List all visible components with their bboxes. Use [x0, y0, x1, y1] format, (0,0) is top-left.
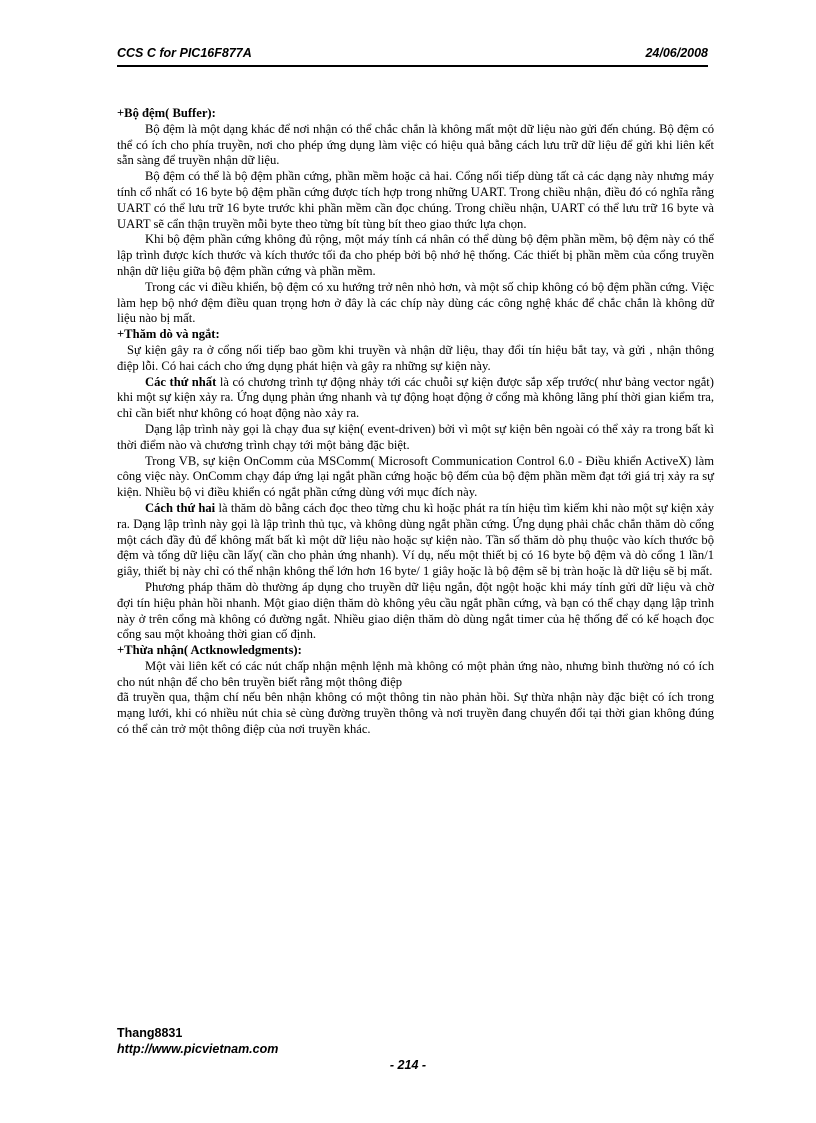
- paragraph: Bộ đệm có thể là bộ đệm phần cứng, phần mềm hoặc cả hai. Cổng nối tiếp dùng tất cả các dạng này nhưng máy tính cổ nhất có 16 byte bộ đệm phần cứng được tích hợp trong những UART. Trong chiều nhận, điều đó có nghĩa rằng UART có thể lưu trữ 16 byte trước khi phần mềm cần đọc chúng. Trong chiều nhận, UART có thể lưu trữ 16 byte và UART sẽ cẩn thận truyền mỗi byte theo từng bít tùng bít theo giao thức lựa chọn.: [117, 169, 714, 231]
- paragraph: Khi bộ đệm phần cứng không đủ rộng, một máy tính cá nhân có thể dùng bộ đệm phần mềm, bộ đệm này có thể lập trình được kích thước và kích thước tối đa cho phép bởi bộ nhớ hệ thống. Các thiết bị phần mềm của cổng truyền nhận dữ liệu giữa bộ đệm phần cứng và phần mềm.: [117, 232, 714, 278]
- paragraph: đã truyền qua, thậm chí nếu bên nhận không có một thông tin nào phản hồi. Sự thừa nhận này đặc biệt có ích trong mạng lưới, khi có nhiều nút chia sẻ cùng đường truyền thông và nơi truyền đang chuyển đổi tại thời gian không đúng có thể cản trở một thông điệp của nơi truyền khác.: [117, 690, 714, 737]
- document-body: [117, 106, 714, 738]
- paragraph: Bộ đệm là một dạng khác để nơi nhận có thể chắc chắn là không mất một dữ liệu nào gửi đến chúng. Bộ đệm có thể có ích cho phía truyền, nơi cho phép ứng dụng làm việc có hiệu quả bằng cách lưu trữ dữ liệu để gửi khi liên kết sẵn sàng để truyền nhận dữ liệu.: [117, 121, 714, 168]
- paragraph: Dạng lập trình này gọi là chạy đua sự kiện( event-driven) bởi vì một sự kiện bên ngoài có thể xảy ra trong bất kì thời điểm nào và chương trình chạy tới một bảng đặc biệt.: [117, 421, 714, 452]
- header-date: 24/06/2008: [645, 46, 708, 60]
- paragraph: Phương pháp thăm dò thường áp dụng cho truyền dữ liệu ngắn, đột ngột hoặc khi máy tính gửi dữ liệu và chờ đợi tín hiệu phản hồi nhanh. Một giao diện thăm dò không yêu cầu ngắt phần cứng, và bạn có thể chạy dạng lập trình này ở trên cổng mà không có đường ngắt. Nhiều giao diện thăm dò dùng ngắt timer của hệ thống để có kế hoạch đọc cổng sau một khoảng thời gian cố định.: [117, 579, 714, 642]
- paragraph: Một vài liên kết có các nút chấp nhận mệnh lệnh mà không có một phản ứng nào, nhưng bình thường nó có ích cho nút nhận để cho bên truyền biết rằng một thông điệp: [117, 658, 714, 689]
- header-divider: [117, 65, 708, 67]
- page-footer: [117, 1026, 708, 1056]
- paragraph-text: là thăm dò bằng cách đọc theo từng chu kì hoặc phát ra tín hiệu tìm kiếm khi nào một sự kiện xảy ra. Dạng lập trình này gọi là lập trình thủ tục, và không dùng ngắt phần cứng. Ứng dụng phải chắc chắn thăm dò cổng một cách đầy đủ để không mất bất kì một dữ liệu nào hoặc sự kiện nào. Tần số thăm dò phụ thuộc vào kích thước bộ đệm và tổng dữ liệu cần lấy( cần cho phản ứng nhanh). Ví dụ, nếu một thiết bị có 16 byte bộ đệm và dò cổng 1 lần/1 giây, thiết bị này chỉ có thể nhận không thể lớn hơn 16 byte/ 1 giây hoặc là bộ đệm sẽ bị tràn hoặc là dữ liệu sẽ bị mất.: [117, 500, 714, 579]
- header-title: CCS C for PIC16F877A: [117, 46, 252, 60]
- website-link[interactable]: http://www.picvietnam.com: [117, 1042, 279, 1056]
- section-heading-buffer: +Bộ đệm( Buffer):: [117, 106, 216, 120]
- author-name: Thang8831: [117, 1026, 183, 1040]
- paragraph: Trong các vi điều khiển, bộ đệm có xu hướng trở nên nhỏ hơn, và một số chip không có bộ đệm phần cứng. Việc làm hẹp bộ nhớ đệm điều quan trọng hơn ở đây là các chíp này dùng các công nghệ khác để chắc chắn là không dữ liệu nào bị mất.: [117, 279, 714, 326]
- bold-lead: Các thứ nhất: [145, 374, 217, 389]
- bold-lead: Cách thứ hai: [145, 500, 216, 515]
- paragraph-text: là có chương trình tự động nhảy tới các chuỗi sự kiện được sắp xếp trước( như bảng vector ngắt) khi một sự kiện xảy ra. Ứng dụng phản ứng nhanh và tự động hoạt động ở cổng mà không lãng phí thời gian kiểm tra, chỉ cần biết như không có hoạt động nào xảy ra.: [117, 374, 714, 421]
- section-heading-ack: +Thừa nhận( Actknowledgments):: [117, 643, 302, 658]
- paragraph: [117, 375, 714, 422]
- paragraph: Trong VB, sự kiện OnComm của MSComm( Microsoft Communication Control 6.0 - Điều khiển ActiveX) làm công việc này. OnComm chạy đáp ứng lại ngắt phần cứng hoặc bộ đếm của bộ đệm phần mềm đạt tới giá trị xảy ra sự kiện. Nhiều bộ vi điều khiển có ngắt phần cứng dùng với mục đích này.: [117, 453, 714, 500]
- page-number: - 214 -: [389, 1058, 427, 1072]
- paragraph: [117, 501, 714, 580]
- section-heading-polling: +Thăm dò và ngắt:: [117, 327, 220, 342]
- paragraph: Sự kiện gây ra ở cổng nối tiếp bao gồm khi truyền và nhận dữ liệu, thay đổi tín hiệu bắt tay, và gửi , nhận thông điệp lỗi. Có hai cách cho ứng dụng phát hiện và gây ra những sự kiện này.: [117, 342, 714, 373]
